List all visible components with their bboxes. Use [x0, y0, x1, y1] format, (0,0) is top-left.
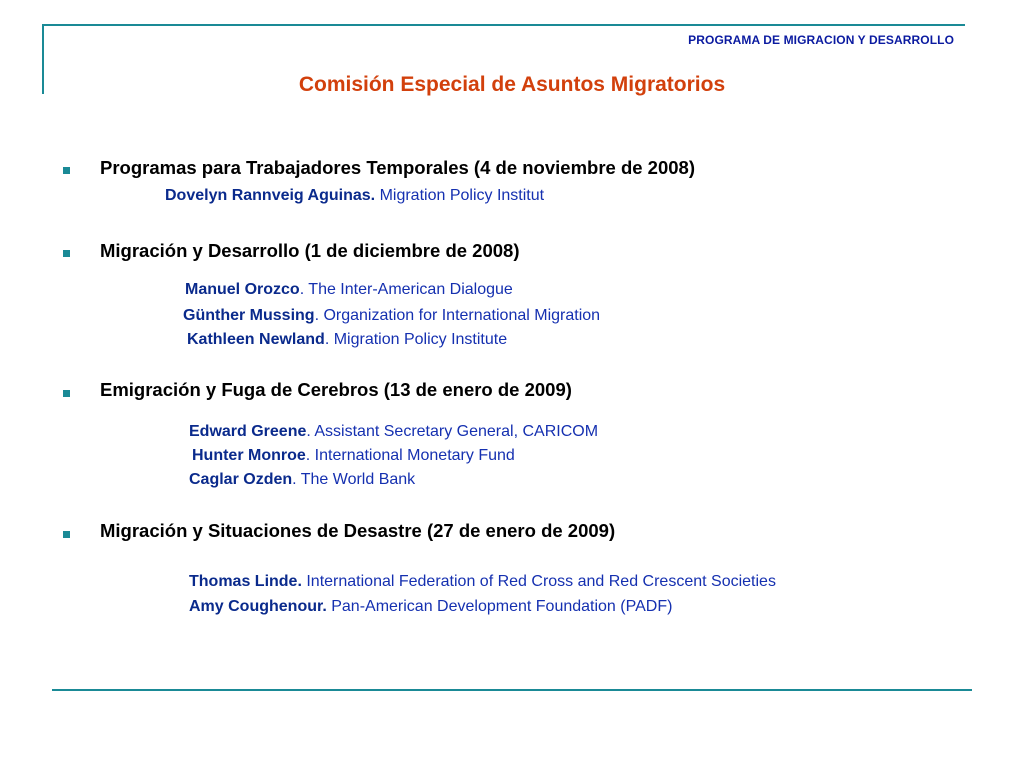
bullet-icon — [63, 390, 70, 397]
top-divider — [42, 24, 965, 26]
speaker-entry — [189, 573, 776, 591]
bottom-divider — [52, 689, 972, 691]
bullet-icon — [63, 250, 70, 257]
speaker-affiliation: Pan-American Development Foundation (PADF) — [326, 598, 673, 615]
speaker-name: Manuel Orozco — [185, 281, 300, 298]
program-label: PROGRAMA DE MIGRACION Y DESARROLLO — [688, 33, 954, 47]
speaker-entry — [165, 187, 544, 205]
speaker-name: Caglar Ozden — [189, 471, 293, 488]
section-heading: Programas para Trabajadores Temporales (4 de noviembre de 2008) — [100, 157, 695, 178]
speaker-affiliation: . The Inter-American Dialogue — [299, 281, 513, 298]
speaker-affiliation: International Federation of Red Cross and Red Crescent Societies — [301, 573, 776, 590]
speaker-entry — [189, 471, 415, 489]
speaker-name: Hunter Monroe — [192, 447, 306, 464]
speaker-entry — [185, 281, 513, 299]
speaker-entry — [192, 447, 515, 465]
speaker-name: Amy Coughenour. — [189, 598, 327, 615]
speaker-name: Thomas Linde. — [189, 573, 302, 590]
slide-title: Comisión Especial de Asuntos Migratorios — [298, 73, 726, 96]
bullet-icon — [63, 531, 70, 538]
speaker-name: Günther Mussing — [183, 307, 315, 324]
speaker-affiliation: . Assistant Secretary General, CARICOM — [306, 423, 599, 440]
speaker-affiliation: . Migration Policy Institute — [324, 331, 508, 348]
bullet-icon — [63, 167, 70, 174]
section-heading: Migración y Desarrollo (1 de diciembre de 2008) — [100, 240, 520, 261]
speaker-entry — [189, 423, 598, 441]
speaker-entry — [189, 598, 672, 616]
speaker-name: Kathleen Newland — [187, 331, 325, 348]
speaker-name: Dovelyn Rannveig Aguinas. — [165, 187, 376, 204]
speaker-affiliation: Migration Policy Institut — [375, 187, 545, 204]
speaker-entry — [187, 331, 507, 349]
speaker-affiliation: . Organization for International Migration — [314, 307, 601, 324]
section-heading: Migración y Situaciones de Desastre (27 de enero de 2009) — [100, 520, 616, 541]
speaker-affiliation: . International Monetary Fund — [305, 447, 515, 464]
section-heading: Emigración y Fuga de Cerebros (13 de enero de 2009) — [100, 379, 572, 400]
speaker-name: Edward Greene — [189, 423, 307, 440]
speaker-entry — [183, 307, 600, 325]
speaker-affiliation: . The World Bank — [292, 471, 416, 488]
